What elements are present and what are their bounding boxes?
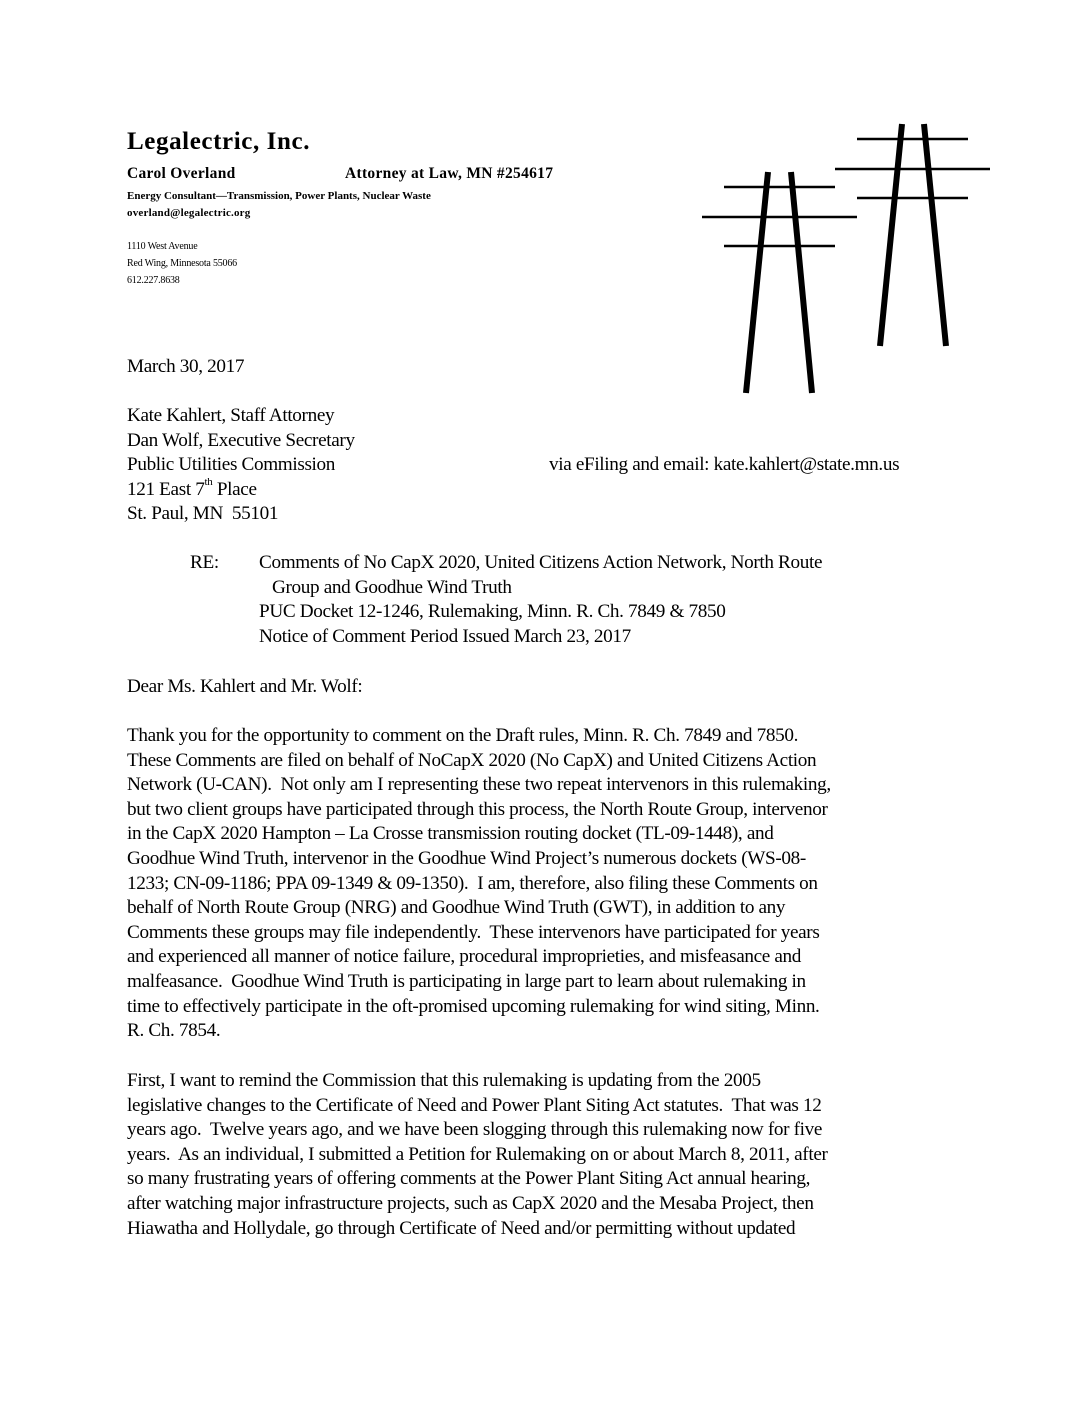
paragraph-line: in the CapX 2020 Hampton – La Crosse transmission routing docket (TL-09-1448), and (127, 823, 774, 845)
paragraph-line: Goodhue Wind Truth, intervenor in the Goodhue Wind Project’s numerous dockets (WS-08- (127, 847, 806, 869)
delivery-method: via eFiling and email: kate.kahlert@state.mn.us (549, 454, 900, 475)
paragraph-line: 1233; CN-09-1186; PPA 09-1349 & 09-1350). I am, therefore, also filing these Comments on (127, 872, 818, 894)
letterhead-email[interactable]: overland@legalectric.org (127, 207, 251, 219)
right-tower-leg-right (924, 124, 946, 346)
paragraph-line: Comments these groups may file independently. These intervenors have participated for years (127, 921, 820, 943)
paragraph-line: These Comments are filed on behalf of NoCapX 2020 (No CapX) and United Citizens Action (127, 749, 817, 771)
attorney-name: Carol Overland (127, 165, 236, 182)
re-label: RE: (190, 552, 219, 573)
re-line: Comments of No CapX 2020, United Citizens Action Network, North Route (259, 552, 823, 573)
company-name: Legalectric, Inc. (127, 128, 311, 155)
letterhead-street: 1110 West Avenue (127, 241, 198, 252)
paragraph-line: Network (U-CAN). Not only am I representing these two repeat intervenors in this rulemaking, (127, 774, 831, 796)
paragraph-line: malfeasance. Goodhue Wind Truth is participating in large part to learn about rulemaking in (127, 970, 806, 992)
letterhead-phone: 612.227.8638 (127, 275, 180, 286)
letter-date: March 30, 2017 (127, 356, 245, 377)
left-tower-leg-right (791, 172, 812, 393)
paragraph-line: but two client groups have participated through this process, the North Route Group, intervenor (127, 798, 828, 820)
recipient-line: Kate Kahlert, Staff Attorney (127, 405, 335, 426)
attorney-title: Attorney at Law, MN #254617 (345, 165, 554, 182)
recipient-city: St. Paul, MN 55101 (127, 503, 279, 525)
paragraph-line: Hiawatha and Hollydale, go through Certificate of Need and/or permitting without updated (127, 1217, 796, 1239)
salutation: Dear Ms. Kahlert and Mr. Wolf: (127, 676, 363, 697)
letterhead-city: Red Wing, Minnesota 55066 (127, 258, 237, 269)
paragraph-line: after watching major infrastructure projects, such as CapX 2020 and the Mesaba Project, then (127, 1192, 814, 1214)
paragraph-line: Thank you for the opportunity to comment on the Draft rules, Minn. R. Ch. 7849 and 7850. (127, 725, 799, 746)
paragraph-line: years. As an individual, I submitted a Petition for Rulemaking on or about March 8, 2011, after (127, 1143, 828, 1165)
paragraph-line: First, I want to remind the Commission that this rulemaking is updating from the 2005 (127, 1070, 761, 1091)
body-paragraph-1 (127, 724, 831, 1044)
ordinal-suffix: th (204, 476, 213, 489)
right-tower-leg-left (880, 124, 902, 346)
body-paragraph-2 (127, 1069, 828, 1241)
recipient-line: Public Utilities Commission (127, 454, 336, 476)
street-number: 121 East 7 (127, 478, 205, 500)
left-tower-leg-left (746, 172, 768, 393)
recipient-street (127, 478, 355, 503)
re-line: PUC Docket 12-1246, Rulemaking, Minn. R. Ch. 7849 & 7850 (259, 601, 726, 623)
transmission-towers-icon (700, 110, 1000, 400)
paragraph-line: time to effectively participate in the oft-promised upcoming rulemaking for wind siting, Minn. (127, 995, 820, 1017)
consultant-line: Energy Consultant—Transmission, Power Plants, Nuclear Waste (127, 190, 431, 202)
paragraph-line: and experienced all manner of notice failure, procedural improprieties, and misfeasance and (127, 946, 802, 968)
paragraph-line: legislative changes to the Certificate of Need and Power Plant Siting Act statutes. That was 12 (127, 1094, 822, 1116)
paragraph-line: R. Ch. 7854. (127, 1020, 221, 1042)
street-name: Place (212, 478, 257, 500)
re-line: Notice of Comment Period Issued March 23, 2017 (259, 625, 631, 647)
paragraph-line: so many frustrating years of offering comments at the Power Plant Siting Act annual hearing, (127, 1168, 811, 1190)
recipient-address (127, 404, 355, 527)
paragraph-line: years ago. Twelve years ago, and we have been slogging through this rulemaking now for five (127, 1119, 823, 1141)
paragraph-line: behalf of North Route Group (NRG) and Goodhue Wind Truth (GWT), in addition to any (127, 897, 786, 919)
recipient-line: Dan Wolf, Executive Secretary (127, 429, 355, 451)
re-line: Group and Goodhue Wind Truth (272, 576, 512, 598)
